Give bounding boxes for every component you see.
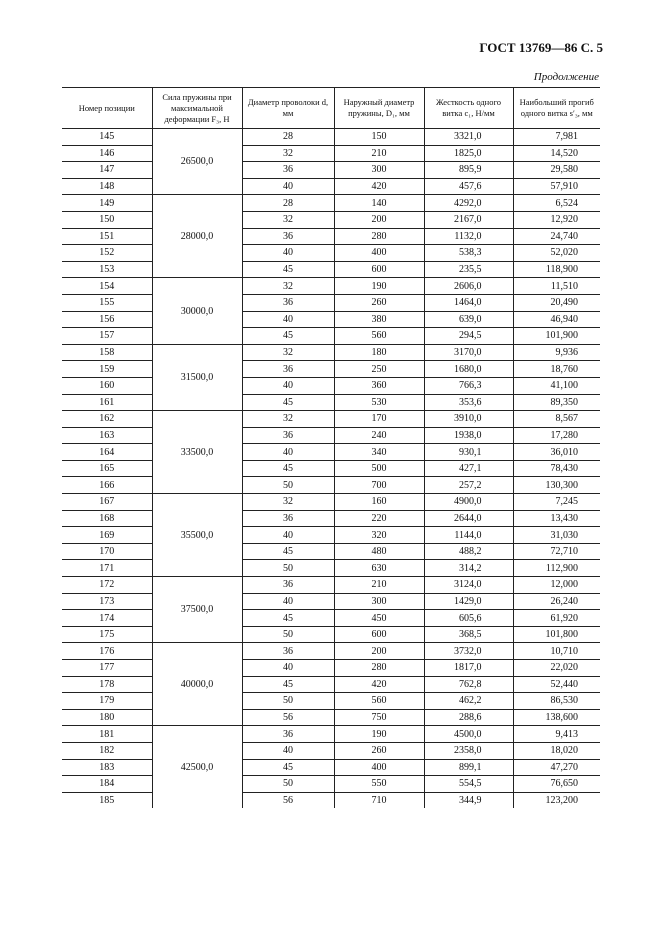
cell-outer-diameter: 600: [334, 626, 424, 643]
cell-stiffness: 294,5: [424, 328, 513, 345]
cell-max-deflection: 14,520: [513, 145, 600, 162]
cell-stiffness: 2167,0: [424, 211, 513, 228]
cell-max-deflection: 8,567: [513, 411, 600, 428]
cell-outer-diameter: 220: [334, 510, 424, 527]
cell-force: 31500,0: [152, 344, 242, 410]
cell-stiffness: 895,9: [424, 162, 513, 179]
cell-max-deflection: 118,900: [513, 261, 600, 278]
cell-position: 168: [62, 510, 152, 527]
cell-max-deflection: 31,030: [513, 527, 600, 544]
cell-wire-diameter: 45: [242, 460, 334, 477]
cell-outer-diameter: 560: [334, 328, 424, 345]
cell-outer-diameter: 400: [334, 759, 424, 776]
cell-position: 174: [62, 610, 152, 627]
cell-outer-diameter: 280: [334, 228, 424, 245]
table-row: [62, 328, 600, 345]
cell-stiffness: 3170,0: [424, 344, 513, 361]
table-row: [62, 178, 600, 195]
table-row: [62, 427, 600, 444]
table-row: [62, 643, 600, 660]
cell-stiffness: 538,3: [424, 245, 513, 262]
cell-position: 179: [62, 693, 152, 710]
table-row: [62, 776, 600, 793]
cell-position: 150: [62, 211, 152, 228]
cell-position: 177: [62, 660, 152, 677]
cell-position: 153: [62, 261, 152, 278]
cell-wire-diameter: 36: [242, 162, 334, 179]
cell-position: 154: [62, 278, 152, 295]
cell-outer-diameter: 300: [334, 593, 424, 610]
cell-force: 40000,0: [152, 643, 242, 726]
cell-outer-diameter: 600: [334, 261, 424, 278]
table-row: [62, 311, 600, 328]
cell-wire-diameter: 40: [242, 742, 334, 759]
cell-max-deflection: 123,200: [513, 792, 600, 808]
table-row: [62, 344, 600, 361]
cell-outer-diameter: 420: [334, 178, 424, 195]
cell-position: 152: [62, 245, 152, 262]
cell-outer-diameter: 400: [334, 245, 424, 262]
cell-stiffness: 4500,0: [424, 726, 513, 743]
cell-position: 175: [62, 626, 152, 643]
cell-max-deflection: 41,100: [513, 377, 600, 394]
cell-outer-diameter: 630: [334, 560, 424, 577]
cell-position: 172: [62, 577, 152, 594]
table-row: [62, 726, 600, 743]
cell-max-deflection: 6,524: [513, 195, 600, 212]
continuation-label: Продолжение: [533, 71, 599, 83]
cell-wire-diameter: 40: [242, 311, 334, 328]
cell-stiffness: 1817,0: [424, 660, 513, 677]
cell-wire-diameter: 28: [242, 195, 334, 212]
cell-stiffness: 3124,0: [424, 577, 513, 594]
column-header-wire-diameter: Диаметр проволоки d, мм: [242, 88, 334, 129]
table-row: [62, 543, 600, 560]
cell-wire-diameter: 50: [242, 776, 334, 793]
cell-max-deflection: 46,940: [513, 311, 600, 328]
cell-stiffness: 1680,0: [424, 361, 513, 378]
cell-wire-diameter: 36: [242, 726, 334, 743]
cell-position: 155: [62, 294, 152, 311]
cell-wire-diameter: 45: [242, 394, 334, 411]
cell-outer-diameter: 170: [334, 411, 424, 428]
column-header-force: Сила пружины при максимальной деформации F₃, Н: [152, 88, 242, 129]
cell-wire-diameter: 32: [242, 145, 334, 162]
cell-max-deflection: 29,580: [513, 162, 600, 179]
cell-wire-diameter: 45: [242, 759, 334, 776]
table-row: [62, 477, 600, 494]
cell-position: 184: [62, 776, 152, 793]
table-row: [62, 759, 600, 776]
cell-position: 185: [99, 795, 115, 807]
table-row: [62, 411, 600, 428]
cell-position: 178: [62, 676, 152, 693]
cell-wire-diameter: 40: [242, 377, 334, 394]
cell-stiffness: 639,0: [424, 311, 513, 328]
cell-max-deflection: 9,936: [513, 344, 600, 361]
cell-stiffness: 427,1: [424, 460, 513, 477]
cell-wire-diameter: 36: [242, 577, 334, 594]
cell-max-deflection: 138,600: [513, 709, 600, 726]
cell-force: 33500,0: [152, 411, 242, 494]
cell-stiffness: 554,5: [424, 776, 513, 793]
cell-stiffness: 1464,0: [424, 294, 513, 311]
cell-stiffness: 4292,0: [424, 195, 513, 212]
cell-outer-diameter: 190: [334, 278, 424, 295]
cell-position: 158: [62, 344, 152, 361]
cell-max-deflection: 20,490: [513, 294, 600, 311]
cell-stiffness: 3910,0: [424, 411, 513, 428]
table-row: [62, 494, 600, 511]
cell-stiffness: 4900,0: [424, 494, 513, 511]
cell-position: 163: [62, 427, 152, 444]
cell-outer-diameter: 210: [334, 145, 424, 162]
cell-force: 37500,0: [152, 577, 242, 643]
cell-wire-diameter: 36: [242, 643, 334, 660]
cell-outer-diameter: 180: [334, 344, 424, 361]
table-row: [62, 145, 600, 162]
cell-position: 171: [62, 560, 152, 577]
table-row: [62, 610, 600, 627]
cell-position: 161: [62, 394, 152, 411]
cell-max-deflection: 47,270: [513, 759, 600, 776]
cell-outer-diameter: 360: [334, 377, 424, 394]
cell-stiffness: 288,6: [424, 709, 513, 726]
cell-outer-diameter: 260: [334, 294, 424, 311]
cell-outer-diameter: 280: [334, 660, 424, 677]
table-row: [62, 709, 600, 726]
cell-wire-diameter: 45: [242, 676, 334, 693]
cell-max-deflection: 101,800: [513, 626, 600, 643]
column-header-position: Номер позиции: [62, 88, 152, 129]
table-row: [62, 460, 600, 477]
cell-position: 181: [62, 726, 152, 743]
cell-position: 173: [62, 593, 152, 610]
cell-max-deflection: 10,710: [513, 643, 600, 660]
cell-position: 164: [62, 444, 152, 461]
table-row: [62, 660, 600, 677]
cell-max-deflection: 13,430: [513, 510, 600, 527]
cell-stiffness: 2644,0: [424, 510, 513, 527]
cell-wire-diameter: 50: [242, 560, 334, 577]
cell-wire-diameter: 40: [242, 245, 334, 262]
cell-wire-diameter: 56: [242, 709, 334, 726]
cell-outer-diameter: 160: [334, 494, 424, 511]
table-row: [62, 527, 600, 544]
cell-wire-diameter: 45: [242, 543, 334, 560]
cell-max-deflection: 11,510: [513, 278, 600, 295]
cell-wire-diameter: 40: [242, 527, 334, 544]
cell-outer-diameter: 240: [334, 427, 424, 444]
cell-stiffness: 2358,0: [424, 742, 513, 759]
cell-wire-diameter: 40: [242, 660, 334, 677]
cell-outer-diameter: 260: [334, 742, 424, 759]
table-row: [62, 394, 600, 411]
cell-stiffness: 457,6: [424, 178, 513, 195]
cell-wire-diameter: 40: [242, 593, 334, 610]
table-row: [62, 444, 600, 461]
cell-wire-diameter: 32: [242, 411, 334, 428]
cell-stiffness: 1825,0: [424, 145, 513, 162]
cell-outer-diameter: 200: [334, 643, 424, 660]
cell-outer-diameter: 300: [334, 162, 424, 179]
cell-force: 26500,0: [152, 129, 242, 195]
cell-stiffness: 605,6: [424, 610, 513, 627]
cell-outer-diameter: 480: [334, 543, 424, 560]
cell-wire-diameter: 50: [242, 477, 334, 494]
cell-stiffness: 314,2: [424, 560, 513, 577]
table-row: [62, 129, 600, 146]
cell-position: 151: [62, 228, 152, 245]
cell-outer-diameter: 190: [334, 726, 424, 743]
table-row: [62, 278, 600, 295]
cell-max-deflection: 18,020: [513, 742, 600, 759]
cell-outer-diameter: 550: [334, 776, 424, 793]
cell-max-deflection: 130,300: [513, 477, 600, 494]
cell-wire-diameter: 56: [242, 792, 334, 808]
cell-wire-diameter: 40: [242, 178, 334, 195]
cell-wire-diameter: 36: [242, 361, 334, 378]
table-row: [62, 693, 600, 710]
table-row: [62, 510, 600, 527]
cell-wire-diameter: 50: [242, 626, 334, 643]
table-row: [62, 377, 600, 394]
table-row: [62, 742, 600, 759]
column-header-stiffness: Жесткость одного витка c₁, Н/мм: [424, 88, 513, 129]
cell-stiffness: 899,1: [424, 759, 513, 776]
table-row: [62, 294, 600, 311]
table-row: [62, 676, 600, 693]
cell-outer-diameter: 450: [334, 610, 424, 627]
cell-position: 167: [62, 494, 152, 511]
table-row: [62, 228, 600, 245]
cell-max-deflection: 26,240: [513, 593, 600, 610]
table-row: [62, 261, 600, 278]
cell-outer-diameter: 150: [334, 129, 424, 146]
cell-max-deflection: 112,900: [513, 560, 600, 577]
table-row: [62, 361, 600, 378]
cell-outer-diameter: 210: [334, 577, 424, 594]
cell-stiffness: 1429,0: [424, 593, 513, 610]
cell-position: 176: [62, 643, 152, 660]
cell-force: 35500,0: [152, 494, 242, 577]
cell-max-deflection: 7,245: [513, 494, 600, 511]
cell-stiffness: 353,6: [424, 394, 513, 411]
cell-wire-diameter: 28: [242, 129, 334, 146]
cell-outer-diameter: 420: [334, 676, 424, 693]
cell-max-deflection: 7,981: [513, 129, 600, 146]
cell-stiffness: 488,2: [424, 543, 513, 560]
cell-stiffness: 2606,0: [424, 278, 513, 295]
cell-max-deflection: 52,020: [513, 245, 600, 262]
cell-outer-diameter: 380: [334, 311, 424, 328]
cell-force: 28000,0: [152, 195, 242, 278]
cell-outer-diameter: 750: [334, 709, 424, 726]
cell-stiffness: 344,9: [424, 792, 513, 808]
cell-wire-diameter: 50: [242, 693, 334, 710]
cell-max-deflection: 89,350: [513, 394, 600, 411]
cell-wire-diameter: 32: [242, 494, 334, 511]
table-row: [62, 626, 600, 643]
cell-wire-diameter: 32: [242, 211, 334, 228]
cell-max-deflection: 61,920: [513, 610, 600, 627]
cell-wire-diameter: 45: [242, 261, 334, 278]
cell-max-deflection: 101,900: [513, 328, 600, 345]
cell-outer-diameter: 530: [334, 394, 424, 411]
cell-max-deflection: 76,650: [513, 776, 600, 793]
cell-wire-diameter: 40: [242, 444, 334, 461]
cell-position: 160: [62, 377, 152, 394]
cell-stiffness: 3732,0: [424, 643, 513, 660]
cell-position: 169: [62, 527, 152, 544]
cell-position: 170: [62, 543, 152, 560]
cell-stiffness: 462,2: [424, 693, 513, 710]
table-header-row: [62, 88, 600, 129]
cell-max-deflection: 17,280: [513, 427, 600, 444]
cell-stiffness: 368,5: [424, 626, 513, 643]
cell-position: 182: [62, 742, 152, 759]
cell-max-deflection: 24,740: [513, 228, 600, 245]
cell-force: 30000,0: [152, 278, 242, 344]
cell-outer-diameter: 340: [334, 444, 424, 461]
column-header-max-deflection: Наибольший прогиб одного витка s′₃, мм: [513, 88, 600, 129]
table-row: [62, 245, 600, 262]
cell-position: 149: [62, 195, 152, 212]
table-row: [62, 211, 600, 228]
cell-stiffness: 762,8: [424, 676, 513, 693]
cell-max-deflection: 78,430: [513, 460, 600, 477]
cell-position: 145: [62, 129, 152, 146]
cell-position: 148: [62, 178, 152, 195]
cell-wire-diameter: 36: [242, 294, 334, 311]
cell-position: 157: [62, 328, 152, 345]
cell-wire-diameter: 32: [242, 278, 334, 295]
cell-max-deflection: 12,920: [513, 211, 600, 228]
page-header: ГОСТ 13769—86 С. 5: [479, 40, 603, 55]
cell-wire-diameter: 32: [242, 344, 334, 361]
cell-position: 159: [62, 361, 152, 378]
cell-outer-diameter: 700: [334, 477, 424, 494]
cell-stiffness: 257,2: [424, 477, 513, 494]
table-body: [62, 129, 600, 809]
table-row: [62, 560, 600, 577]
cell-position: 162: [62, 411, 152, 428]
cell-max-deflection: 72,710: [513, 543, 600, 560]
cell-max-deflection: 57,910: [513, 178, 600, 195]
cell-position: 146: [62, 145, 152, 162]
cell-outer-diameter: 560: [334, 693, 424, 710]
cell-max-deflection: 18,760: [513, 361, 600, 378]
table-row: [62, 195, 600, 212]
cell-wire-diameter: 36: [242, 510, 334, 527]
cell-wire-diameter: 36: [242, 427, 334, 444]
cell-max-deflection: 12,000: [513, 577, 600, 594]
cell-position: 166: [62, 477, 152, 494]
cell-stiffness: 930,1: [424, 444, 513, 461]
cell-stiffness: 3321,0: [424, 129, 513, 146]
cell-stiffness: 1144,0: [424, 527, 513, 544]
cell-position: 147: [62, 162, 152, 179]
table-row: [62, 792, 600, 808]
table-row: [62, 593, 600, 610]
spring-table: [62, 87, 600, 808]
cell-force: 42500,0: [152, 726, 242, 808]
cell-max-deflection: 36,010: [513, 444, 600, 461]
cell-max-deflection: 22,020: [513, 660, 600, 677]
cell-position: 180: [62, 709, 152, 726]
cell-max-deflection: 52,440: [513, 676, 600, 693]
cell-position: 165: [62, 460, 152, 477]
cell-stiffness: 1132,0: [424, 228, 513, 245]
cell-outer-diameter: 140: [334, 195, 424, 212]
cell-position: 156: [62, 311, 152, 328]
cell-wire-diameter: 45: [242, 610, 334, 627]
cell-outer-diameter: 320: [334, 527, 424, 544]
cell-outer-diameter: 200: [334, 211, 424, 228]
cell-outer-diameter: 500: [334, 460, 424, 477]
cell-position: 183: [62, 759, 152, 776]
cell-max-deflection: 9,413: [513, 726, 600, 743]
cell-outer-diameter: 250: [334, 361, 424, 378]
cell-max-deflection: 86,530: [513, 693, 600, 710]
cell-wire-diameter: 36: [242, 228, 334, 245]
table-row: [62, 577, 600, 594]
cell-stiffness: 1938,0: [424, 427, 513, 444]
table-row: [62, 162, 600, 179]
cell-stiffness: 235,5: [424, 261, 513, 278]
cell-outer-diameter: 710: [334, 792, 424, 808]
column-header-outer-diameter: Наружный диаметр пружины, D₁, мм: [334, 88, 424, 129]
cell-stiffness: 766,3: [424, 377, 513, 394]
cell-wire-diameter: 45: [242, 328, 334, 345]
